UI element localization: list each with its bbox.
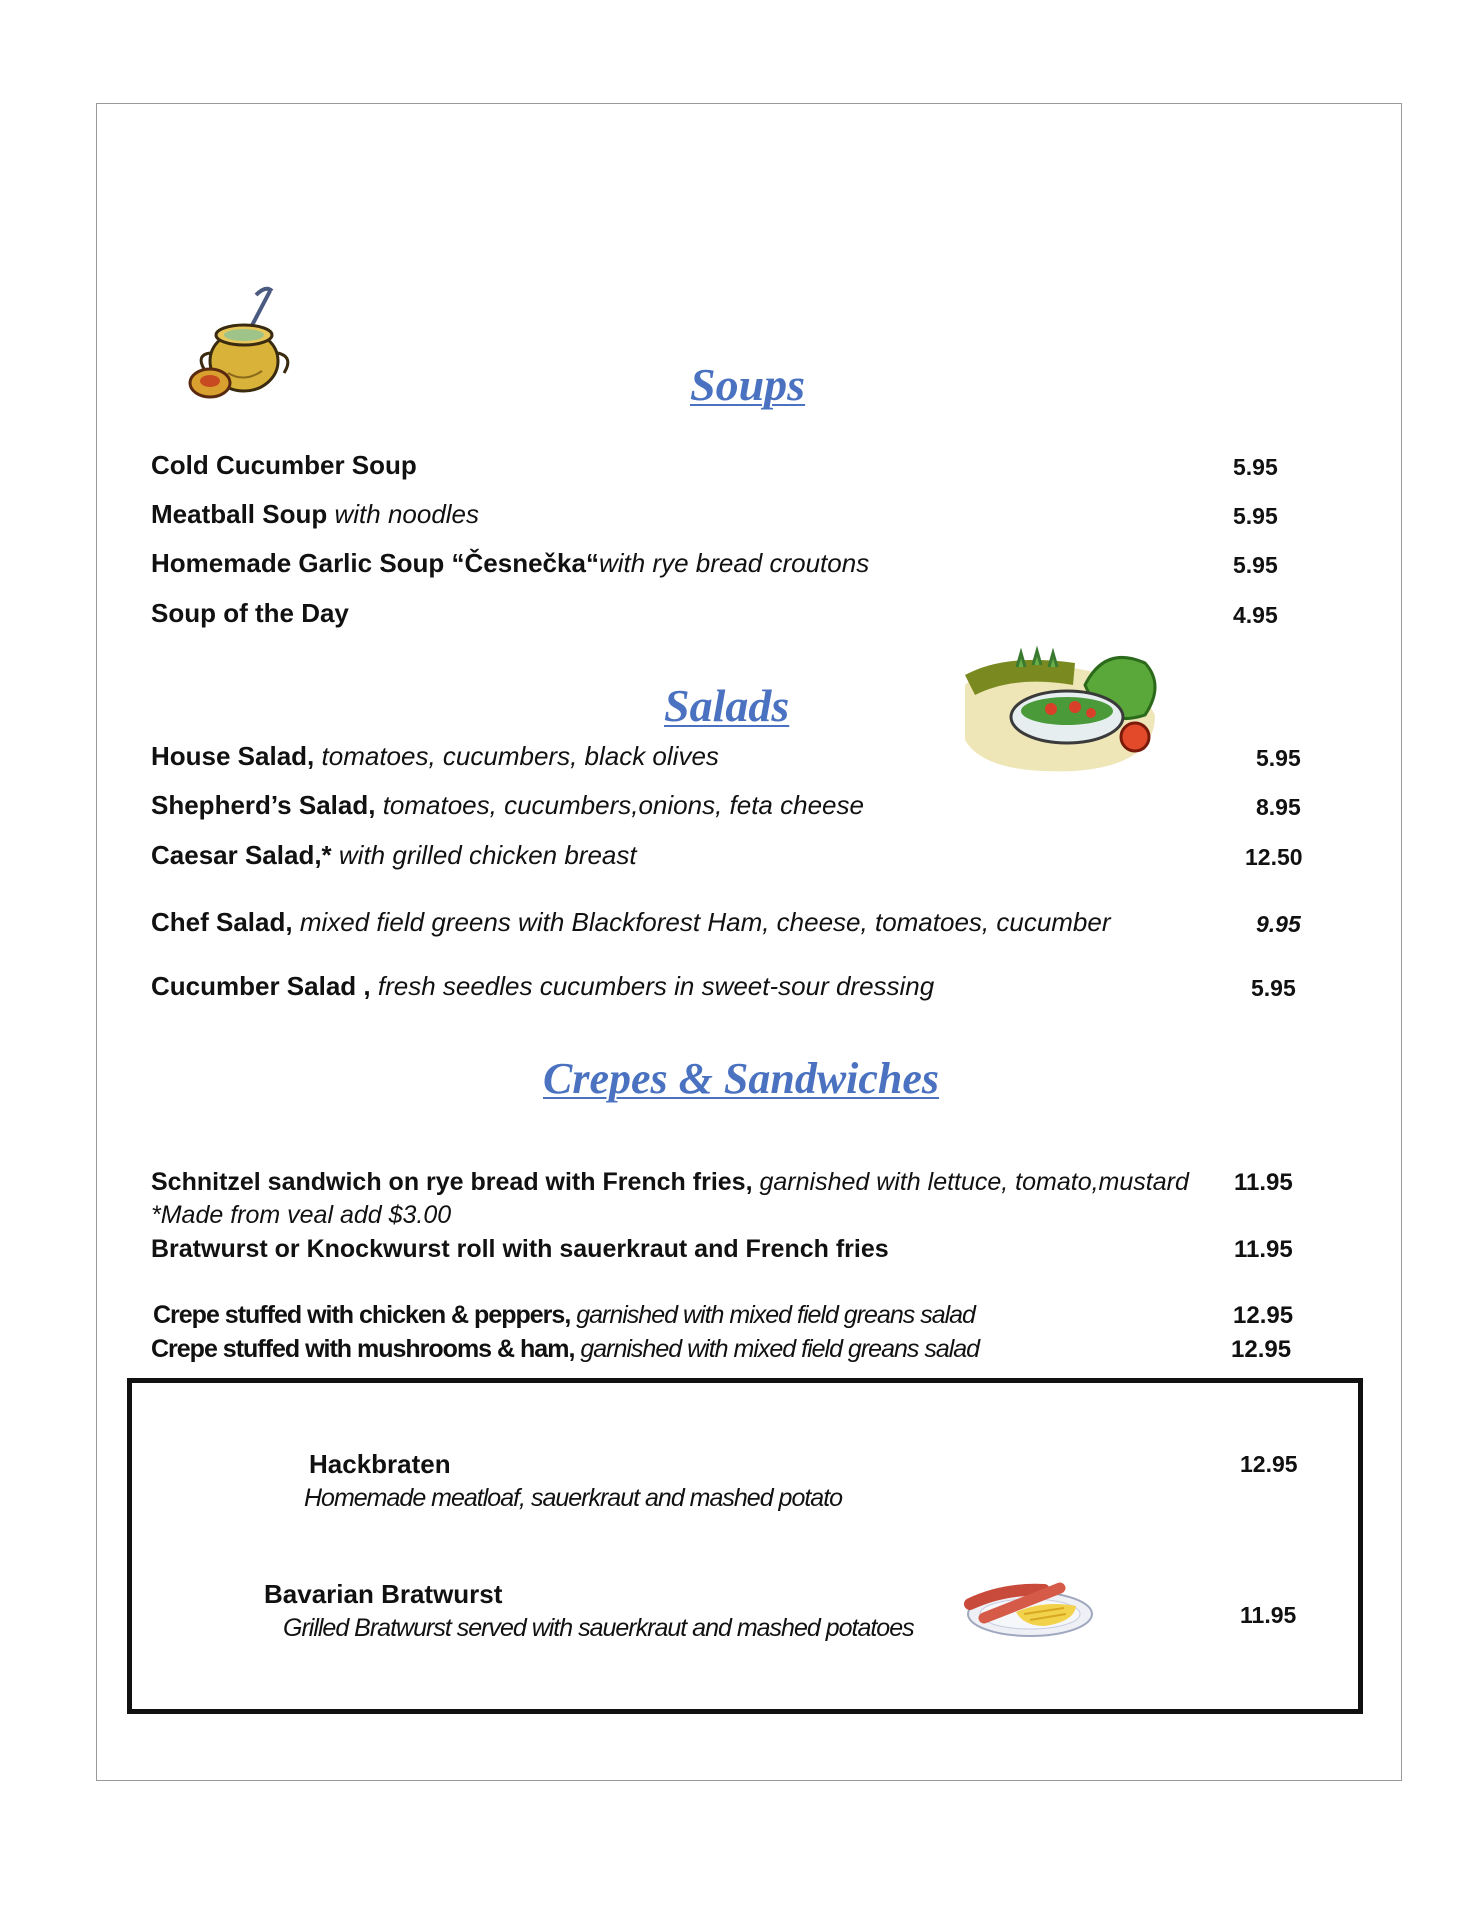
item-price: 9.95: [1256, 911, 1301, 937]
item-name: Crepe stuffed with chicken & peppers,: [153, 1301, 571, 1329]
item-name: Cucumber Salad ,: [151, 971, 371, 1001]
veal-note: *Made from veal add $3.00: [151, 1201, 452, 1229]
item-price: 5.95: [1256, 745, 1301, 771]
list-item: [153, 1300, 975, 1330]
item-name: Bratwurst or Knockwurst roll with sauerkraut and French fries: [151, 1235, 889, 1263]
list-item: [151, 971, 934, 1001]
list-item: [151, 548, 869, 578]
item-name: Cold Cucumber Soup: [151, 450, 417, 480]
item-price: 12.95: [1240, 1451, 1298, 1477]
special-item-desc: Grilled Bratwurst served with sauerkraut and mashed potatoes: [283, 1614, 914, 1642]
bratwurst-plate-icon: [964, 1574, 1096, 1638]
item-price: 11.95: [1234, 1236, 1293, 1263]
item-price: 11.95: [1240, 1602, 1297, 1628]
item-desc: tomatoes, cucumbers,onions, feta cheese: [382, 790, 864, 820]
item-desc: garnished with mixed field greans salad: [576, 1301, 975, 1329]
item-name: Chef Salad,: [151, 907, 293, 937]
list-item: [151, 499, 479, 529]
list-item: [151, 840, 637, 870]
list-item: [151, 907, 1111, 937]
item-name: Schnitzel sandwich on rye bread with French fries,: [151, 1168, 753, 1196]
salads-title: Salads: [664, 680, 790, 731]
list-item: [151, 598, 349, 628]
item-price: 5.95: [1233, 552, 1278, 578]
soup-pot-icon: [186, 283, 306, 403]
specials-box: [127, 1378, 1363, 1714]
special-item-desc: Homemade meatloaf, sauerkraut and mashed potato: [304, 1484, 843, 1512]
item-desc: with rye bread croutons: [598, 548, 870, 578]
item-price: 11.95: [1234, 1169, 1293, 1196]
item-desc: with noodles: [334, 499, 480, 529]
item-name: Homemade Garlic Soup “Česnečka“: [151, 548, 599, 578]
item-desc: garnished with lettuce, tomato,mustard: [759, 1168, 1189, 1196]
crepes-title: Crepes & Sandwiches: [543, 1054, 940, 1103]
special-item-name: Bavarian Bratwurst: [264, 1579, 503, 1609]
item-price: 12.95: [1231, 1336, 1292, 1363]
item-desc: mixed field greens with Blackforest Ham, cheese, tomatoes, cucumber: [299, 907, 1111, 937]
item-price: 4.95: [1233, 602, 1278, 628]
item-desc: tomatoes, cucumbers, black olives: [321, 741, 719, 771]
list-item: [151, 741, 719, 771]
item-name: Crepe stuffed with mushrooms & ham,: [151, 1335, 575, 1363]
item-desc: with grilled chicken breast: [338, 840, 637, 870]
item-price: 12.95: [1233, 1302, 1294, 1329]
salad-bowl-icon: [955, 645, 1167, 775]
item-desc: fresh seedles cucumbers in sweet-sour dressing: [377, 971, 935, 1001]
list-item: [151, 1234, 889, 1264]
special-item-name: Hackbraten: [309, 1449, 451, 1479]
item-price: 5.95: [1233, 503, 1278, 529]
item-price: 8.95: [1256, 794, 1301, 820]
list-item: [151, 1167, 1189, 1197]
item-name: Meatball Soup: [151, 499, 328, 529]
item-price: 12.50: [1245, 844, 1303, 870]
item-name: House Salad,: [151, 741, 315, 771]
item-name: Shepherd’s Salad,: [151, 790, 376, 820]
list-item: [151, 1334, 979, 1364]
list-item: [151, 450, 417, 480]
item-price: 5.95: [1233, 454, 1278, 480]
soups-title: Soups: [690, 359, 806, 410]
item-desc: garnished with mixed field greans salad: [580, 1335, 980, 1363]
item-name: Soup of the Day: [151, 598, 349, 628]
item-price: 5.95: [1251, 975, 1296, 1001]
item-name: Caesar Salad,*: [151, 840, 332, 870]
list-item: [151, 790, 864, 820]
